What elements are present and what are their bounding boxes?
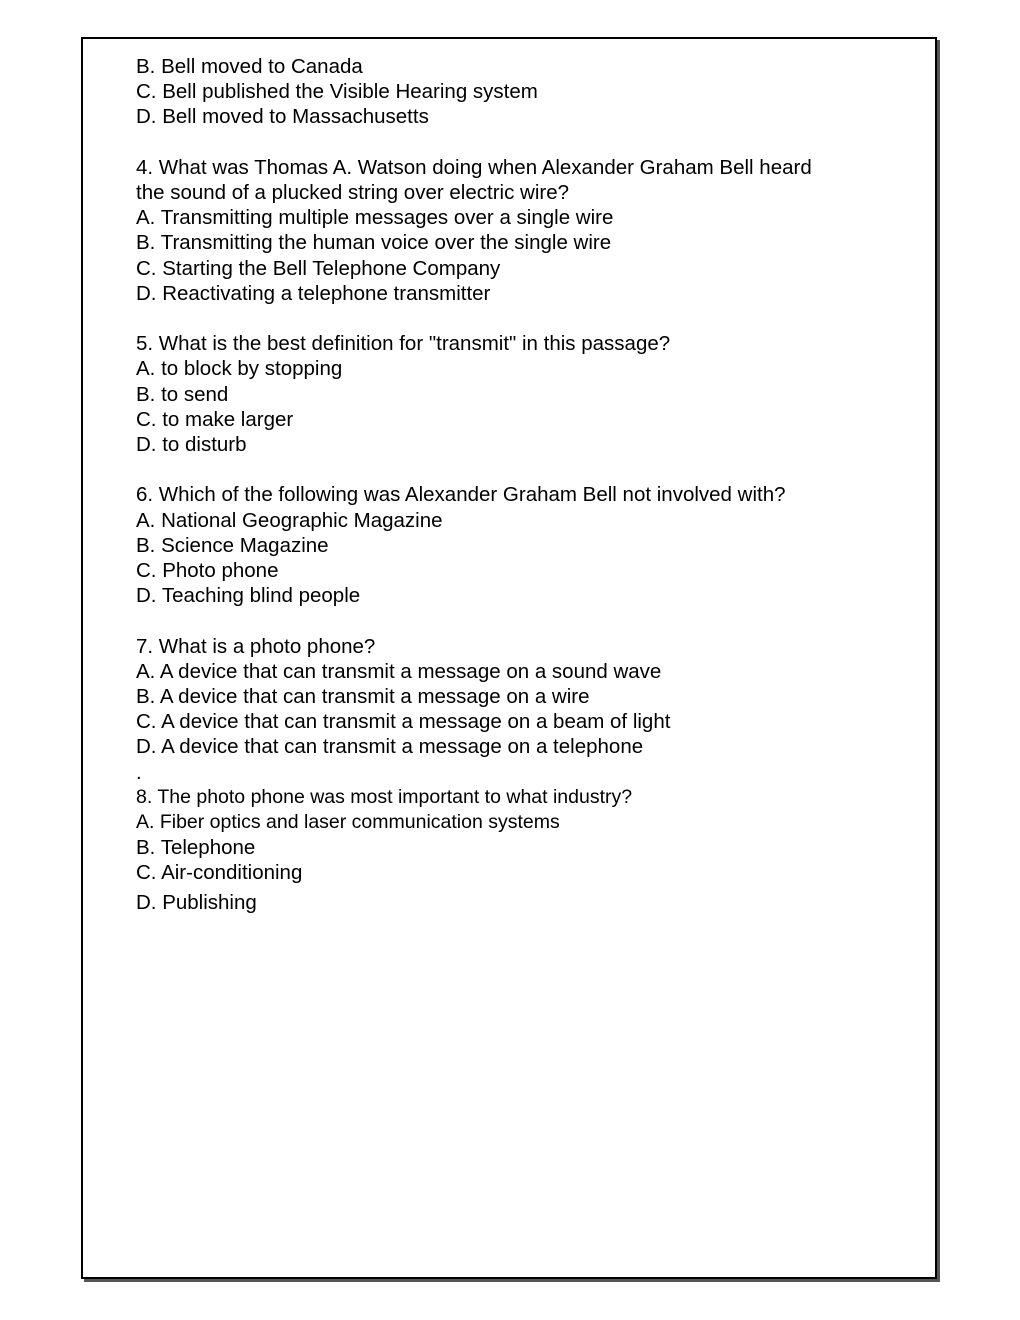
option-4b: B. Transmitting the human voice over the single wire [136, 231, 612, 255]
question-6-text: 6. Which of the following was Alexander Graham Bell not involved with? [136, 483, 786, 507]
spacer [136, 130, 896, 155]
spacer [136, 457, 896, 482]
option-5a: A. to block by stopping [136, 357, 343, 381]
question-6 [136, 482, 896, 608]
question-7 [136, 634, 896, 785]
option-3b: B. Bell moved to Canada [136, 55, 363, 78]
option-5c: C. to make larger [136, 407, 294, 431]
question-7-text: 7. What is a photo phone? [136, 634, 376, 658]
option-6a: A. National Geographic Magazine [136, 508, 443, 532]
option-7d: D. A device that can transmit a message on a telephone [136, 735, 644, 759]
option-3d: D. Bell moved to Massachusetts [136, 105, 429, 129]
option-8b: B. Telephone [136, 836, 256, 860]
spacer [136, 608, 896, 633]
spacer [136, 306, 896, 331]
separator-dot: . [136, 760, 142, 784]
option-8a: A. Fiber optics and laser communication systems [136, 811, 560, 834]
worksheet-content [136, 54, 896, 915]
question-5 [136, 331, 896, 457]
question-8-text: 8. The photo phone was most important to what industry? [136, 785, 633, 808]
option-5d: D. to disturb [136, 433, 247, 457]
question-8 [136, 785, 896, 915]
option-7b: B. A device that can transmit a message on a wire [136, 685, 590, 709]
question-4-text-line1: 4. What was Thomas A. Watson doing when Alexander Graham Bell heard [136, 155, 812, 179]
question-5-text: 5. What is the best definition for "transmit" in this passage? [136, 332, 671, 356]
question-4 [136, 155, 896, 306]
question-4-text-line2: the sound of a plucked string over electric wire? [136, 181, 570, 204]
option-5b: B. to send [136, 382, 229, 406]
option-4d: D. Reactivating a telephone transmitter [136, 281, 491, 305]
option-4a: A. Transmitting multiple messages over a single wire [136, 206, 614, 230]
option-8d: D. Publishing [136, 890, 257, 914]
option-6b: B. Science Magazine [136, 533, 329, 557]
question-3-remaining-options [136, 54, 896, 130]
option-6d: D. Teaching blind people [136, 584, 361, 608]
option-7c: C. A device that can transmit a message on a beam of light [136, 710, 671, 734]
option-7a: A. A device that can transmit a message on a sound wave [136, 659, 662, 683]
option-6c: C. Photo phone [136, 559, 279, 583]
option-4c: C. Starting the Bell Telephone Company [136, 256, 501, 280]
option-8c: C. Air-conditioning [136, 861, 303, 885]
option-3c: C. Bell published the Visible Hearing system [136, 80, 538, 104]
